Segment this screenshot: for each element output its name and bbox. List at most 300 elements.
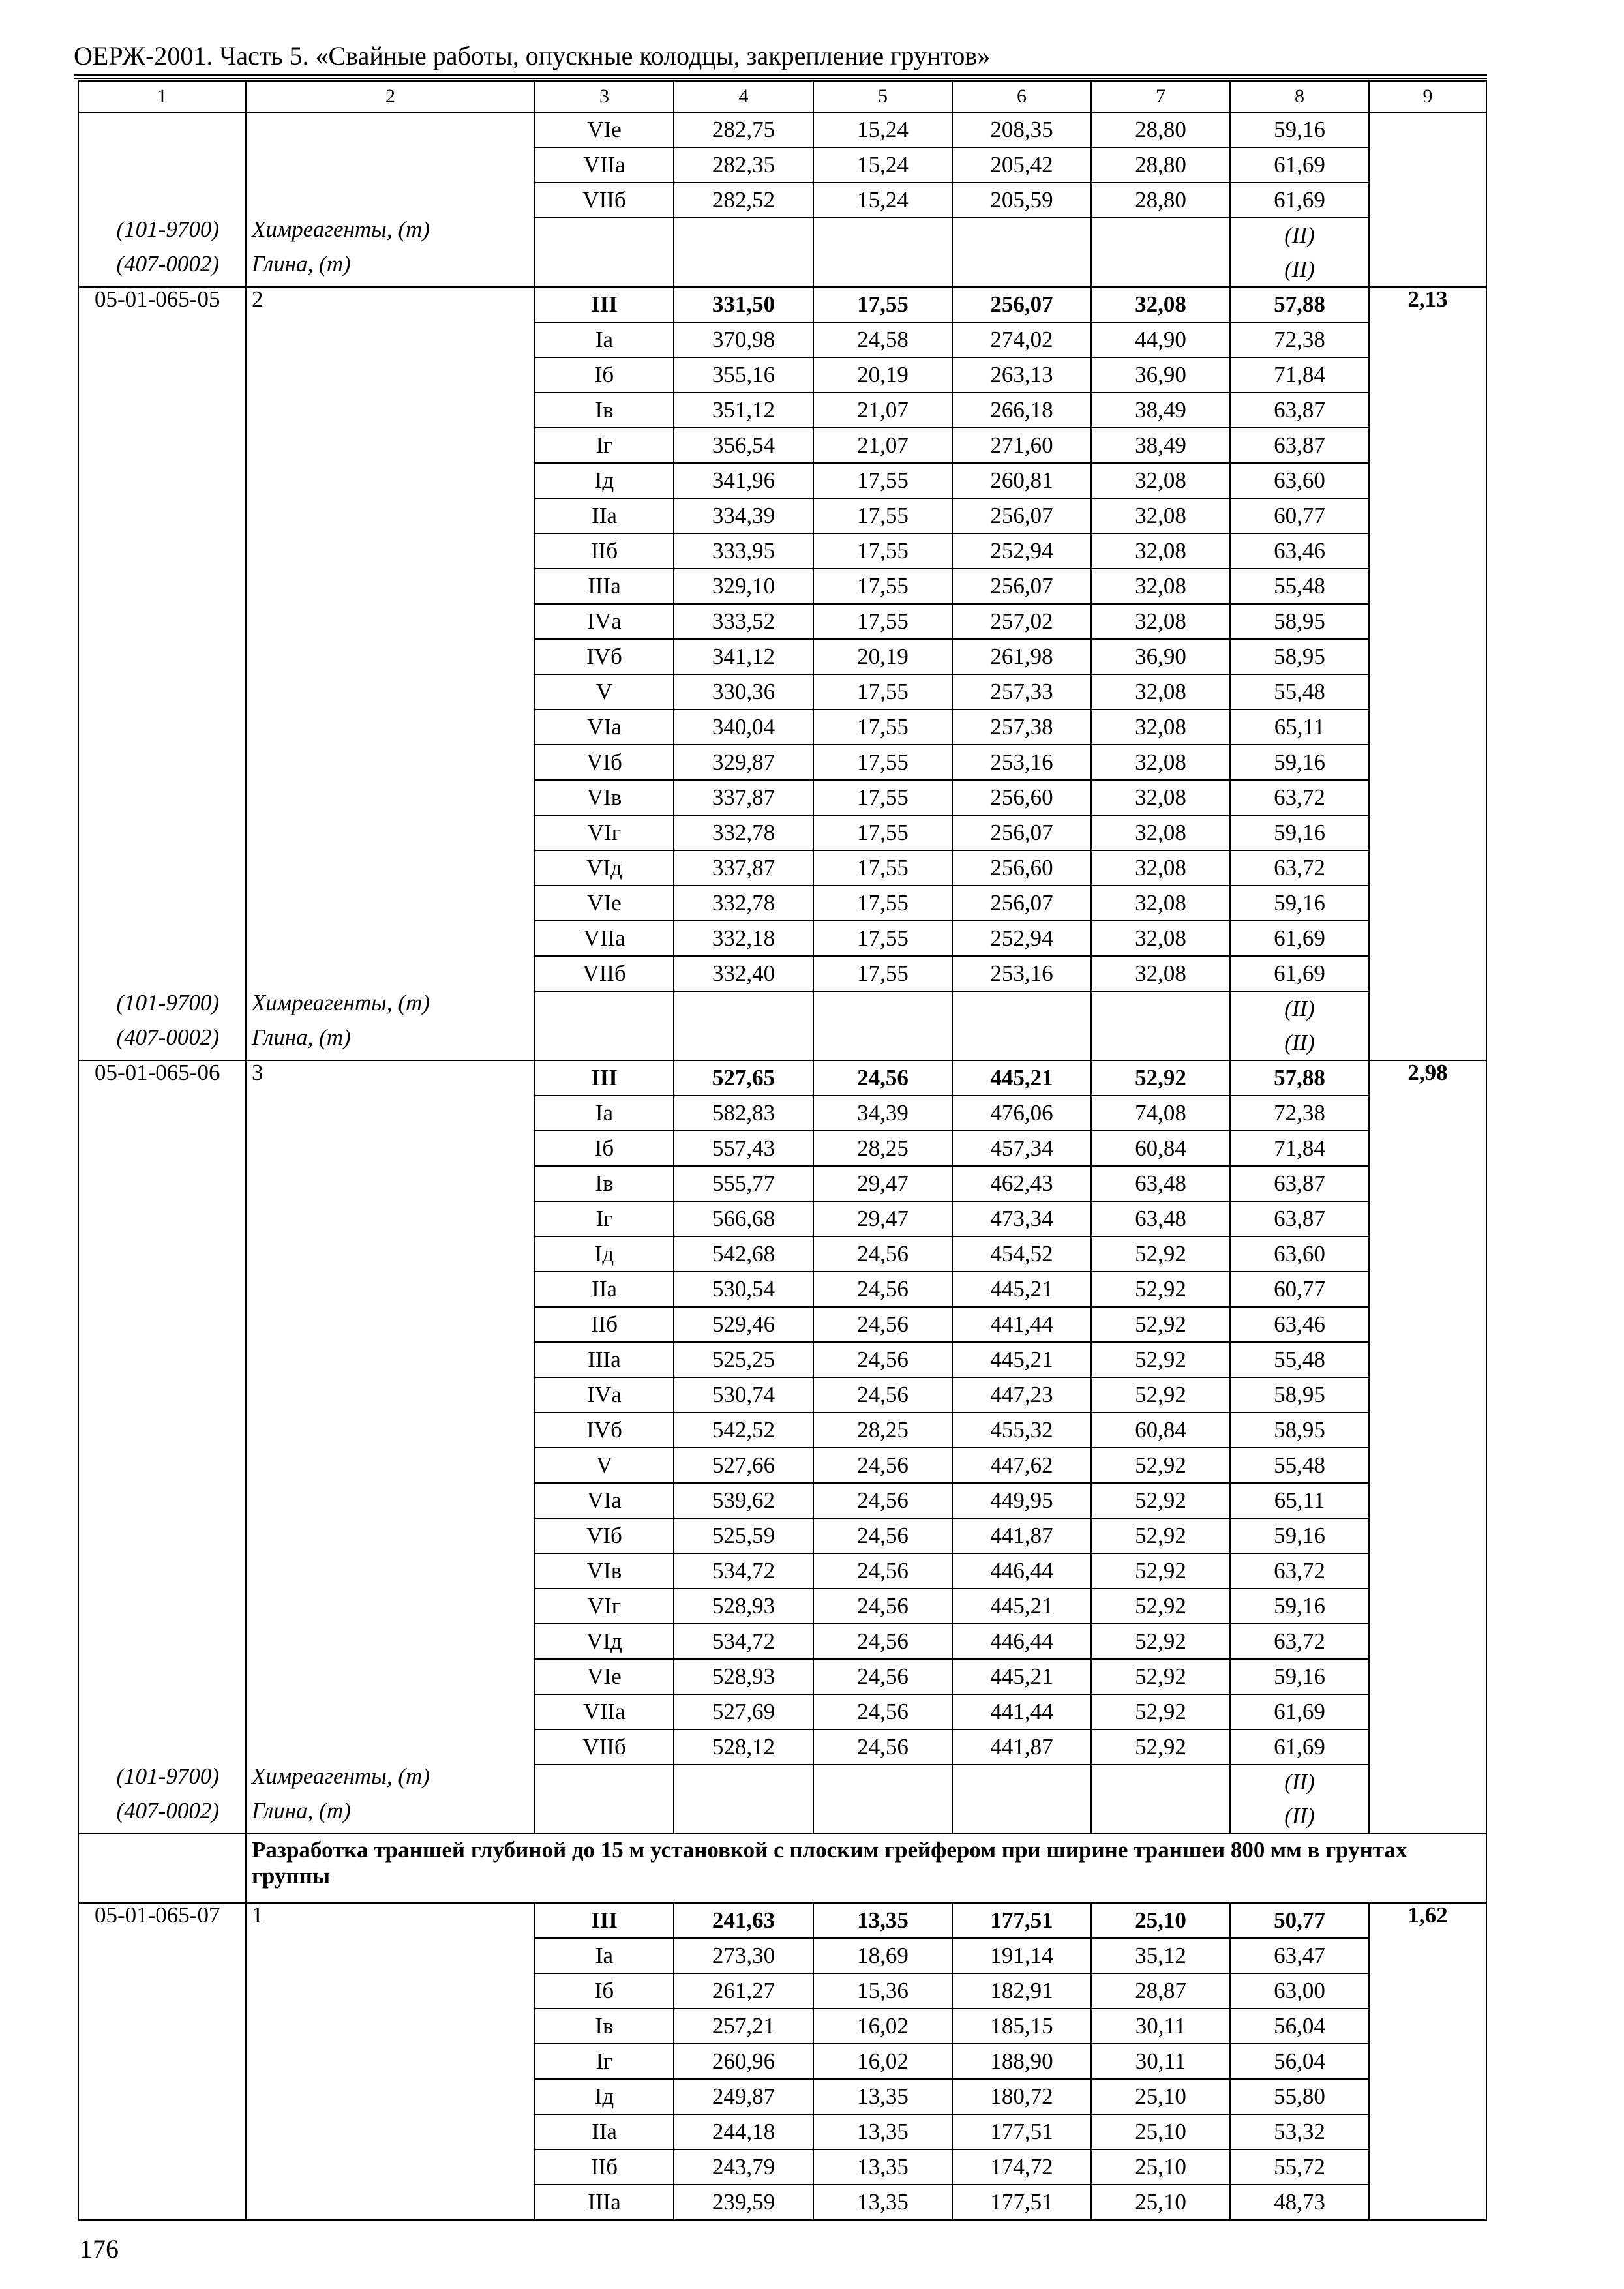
labor-cost [1369,533,1486,569]
blank-cell [1091,1026,1230,1060]
materials-cost: 63,46 [1230,1307,1369,1342]
machine-cost: 266,18 [952,393,1091,428]
blank-cell [674,1765,813,1799]
zone-label: IVб [535,1413,674,1448]
machine-cost: 252,94 [952,921,1091,956]
rate-group-number [246,463,535,498]
total-cost: 282,52 [674,183,813,218]
wages: 15,24 [813,183,952,218]
rate-code [78,357,246,393]
blank-cell [1369,1799,1486,1834]
zone-label: III [535,1060,674,1096]
wages: 17,55 [813,886,952,921]
machine-cost: 473,34 [952,1201,1091,1236]
blank-cell [535,1765,674,1799]
rate-group-number [246,2044,535,2079]
rate-group-number [246,2114,535,2149]
table-row [78,2044,1486,2079]
rate-code [78,2079,246,2114]
labor-cost [1369,1938,1486,1973]
rate-group-number [246,1938,535,1973]
resource-name: Химреагенты, (т) [246,218,535,252]
rate-code [78,2114,246,2149]
materials-cost: 63,87 [1230,428,1369,463]
rate-group-row [78,1060,1486,1096]
rate-code [78,1938,246,1973]
table-row [78,710,1486,745]
zone-label: III [535,287,674,322]
resource-note: (II) [1230,252,1369,287]
labor-cost [1369,2044,1486,2079]
rate-code [78,2149,246,2185]
labor-cost [1369,1729,1486,1765]
table-row [78,674,1486,710]
blank-cell [952,1799,1091,1834]
zone-label: Iб [535,1131,674,1166]
table-row [78,1694,1486,1729]
machinist-wages: 60,84 [1091,1131,1230,1166]
labor-cost [1369,780,1486,815]
column-number: 1 [78,81,246,112]
rate-code [78,498,246,533]
table-row [78,1659,1486,1694]
labor-cost [1369,1694,1486,1729]
total-cost: 333,52 [674,604,813,639]
machine-cost: 446,44 [952,1553,1091,1589]
labor-cost [1369,2114,1486,2149]
total-cost: 341,12 [674,639,813,674]
rate-group-number [246,850,535,886]
blank-cell [952,1026,1091,1060]
machinist-wages: 32,08 [1091,674,1230,710]
table-row [78,2009,1486,2044]
machine-cost: 174,72 [952,2149,1091,2185]
wages: 17,55 [813,463,952,498]
column-number-row [78,81,1486,112]
table-body [78,81,1486,2220]
materials-cost: 71,84 [1230,1131,1369,1166]
labor-cost [1369,1342,1486,1377]
table-row [78,1973,1486,2009]
table-row [78,428,1486,463]
blank-cell [813,218,952,252]
column-number: 5 [813,81,952,112]
column-number: 9 [1369,81,1486,112]
rate-code [78,1307,246,1342]
rate-code [78,1694,246,1729]
rate-group-number: 1 [246,1903,535,1938]
labor-cost [1369,322,1486,357]
labor-cost [1369,815,1486,850]
rate-code [78,1166,246,1201]
price-table [78,80,1487,2221]
materials-cost: 57,88 [1230,287,1369,322]
wages: 21,07 [813,428,952,463]
machinist-wages: 25,10 [1091,2149,1230,2185]
materials-cost: 60,77 [1230,498,1369,533]
zone-label: IVб [535,639,674,674]
machinist-wages: 38,49 [1091,393,1230,428]
blank-cell [813,1765,952,1799]
blank-cell [535,1799,674,1834]
blank-cell [952,252,1091,287]
zone-label: Iа [535,1938,674,1973]
total-cost: 341,96 [674,463,813,498]
blank-cell [1091,1765,1230,1799]
labor-cost [1369,1553,1486,1589]
rate-group-number [246,710,535,745]
rate-group-number [246,1342,535,1377]
machinist-wages: 52,92 [1091,1483,1230,1518]
wages: 24,56 [813,1729,952,1765]
rate-code [78,1729,246,1765]
zone-label: Iв [535,1166,674,1201]
total-cost: 355,16 [674,357,813,393]
zone-label: IIа [535,498,674,533]
machinist-wages: 32,08 [1091,463,1230,498]
machinist-wages: 35,12 [1091,1938,1230,1973]
machinist-wages: 63,48 [1091,1166,1230,1201]
total-cost: 282,35 [674,147,813,183]
machine-cost: 256,60 [952,780,1091,815]
table-row [78,1413,1486,1448]
total-cost: 340,04 [674,710,813,745]
wages: 17,55 [813,604,952,639]
machinist-wages: 52,92 [1091,1272,1230,1307]
table-row [78,639,1486,674]
rate-group-number [246,183,535,218]
machinist-wages: 52,92 [1091,1448,1230,1483]
rate-group-number [246,1659,535,1694]
rate-code [78,1201,246,1236]
table-row [78,2185,1486,2220]
zone-label: VIа [535,710,674,745]
total-cost: 534,72 [674,1624,813,1659]
machine-cost: 441,44 [952,1307,1091,1342]
rate-group-number [246,393,535,428]
machine-cost: 253,16 [952,745,1091,780]
zone-label: Iг [535,2044,674,2079]
blank-cell [1369,252,1486,287]
labor-cost [1369,1413,1486,1448]
rate-group-number [246,1201,535,1236]
wages: 20,19 [813,357,952,393]
resource-note: (II) [1230,218,1369,252]
labor-cost: 1,62 [1369,1903,1486,1938]
machine-cost: 274,02 [952,322,1091,357]
materials-cost: 55,48 [1230,1448,1369,1483]
blank-cell [952,218,1091,252]
total-cost: 244,18 [674,2114,813,2149]
zone-label: VIд [535,1624,674,1659]
table-row [78,533,1486,569]
machine-cost: 256,07 [952,815,1091,850]
rate-code [78,639,246,674]
zone-label: Iд [535,2079,674,2114]
machine-cost: 177,51 [952,1903,1091,1938]
rate-group-number [246,674,535,710]
materials-cost: 59,16 [1230,1659,1369,1694]
rate-code [78,1518,246,1553]
blank-cell [1091,218,1230,252]
table-row [78,463,1486,498]
materials-cost: 60,77 [1230,1272,1369,1307]
materials-cost: 58,95 [1230,604,1369,639]
machinist-wages: 32,08 [1091,533,1230,569]
machinist-wages: 52,92 [1091,1307,1230,1342]
labor-cost [1369,2149,1486,2185]
machinist-wages: 32,08 [1091,745,1230,780]
machinist-wages: 44,90 [1091,322,1230,357]
total-cost: 542,68 [674,1236,813,1272]
zone-label: VIв [535,1553,674,1589]
rate-code [78,1096,246,1131]
machine-cost: 445,21 [952,1589,1091,1624]
machine-cost: 256,07 [952,498,1091,533]
machinist-wages: 52,92 [1091,1729,1230,1765]
machinist-wages: 30,11 [1091,2009,1230,2044]
machinist-wages: 63,48 [1091,1201,1230,1236]
wages: 15,24 [813,112,952,147]
machinist-wages: 32,08 [1091,498,1230,533]
machinist-wages: 28,80 [1091,183,1230,218]
total-cost: 528,93 [674,1589,813,1624]
total-cost: 530,74 [674,1377,813,1413]
machine-cost: 449,95 [952,1483,1091,1518]
table-row [78,850,1486,886]
machinist-wages: 32,08 [1091,815,1230,850]
machine-cost: 446,44 [952,1624,1091,1659]
materials-cost: 61,69 [1230,1694,1369,1729]
machinist-wages: 28,80 [1091,112,1230,147]
resource-code: (101-9700) [78,1765,246,1799]
zone-label: Iа [535,322,674,357]
machine-cost: 260,81 [952,463,1091,498]
machinist-wages: 60,84 [1091,1413,1230,1448]
wages: 24,56 [813,1483,952,1518]
table-row [78,1272,1486,1307]
labor-cost [1369,569,1486,604]
wages: 29,47 [813,1201,952,1236]
rate-code [78,815,246,850]
zone-label: III [535,1903,674,1938]
blank-cell [674,218,813,252]
column-number: 6 [952,81,1091,112]
rate-group-row [78,1903,1486,1938]
page-header: ОЕРЖ-2001. Часть 5. «Свайные работы, опускные колодцы, закрепление грунтов» [74,41,991,70]
table-row [78,1377,1486,1413]
labor-cost [1369,2079,1486,2114]
materials-cost: 63,72 [1230,1553,1369,1589]
machine-cost: 205,59 [952,183,1091,218]
rate-group-number [246,1307,535,1342]
machine-cost: 445,21 [952,1342,1091,1377]
table-row [78,2079,1486,2114]
labor-cost [1369,1307,1486,1342]
rate-group-number [246,604,535,639]
rate-code [78,1448,246,1483]
machinist-wages: 38,49 [1091,428,1230,463]
materials-cost: 63,47 [1230,1938,1369,1973]
materials-cost: 59,16 [1230,886,1369,921]
rate-group-number [246,1553,535,1589]
table-row [78,1166,1486,1201]
section-heading-text: Разработка траншей глубиной до 15 м установкой с плоским грейфером при ширине траншеи 800 мм в грунтах группы [246,1834,1486,1903]
rate-group-number [246,1272,535,1307]
materials-cost: 53,32 [1230,2114,1369,2149]
resource-row [78,1026,1486,1060]
machine-cost: 208,35 [952,112,1091,147]
materials-cost: 55,80 [1230,2079,1369,2114]
machinist-wages: 32,08 [1091,569,1230,604]
total-cost: 243,79 [674,2149,813,2185]
materials-cost: 63,72 [1230,850,1369,886]
zone-label: VIд [535,850,674,886]
rate-code [78,112,246,147]
table-row [78,1201,1486,1236]
materials-cost: 63,87 [1230,1166,1369,1201]
blank-cell [1369,1026,1486,1060]
blank-cell [535,218,674,252]
materials-cost: 63,60 [1230,463,1369,498]
wages: 13,35 [813,2079,952,2114]
zone-label: IIа [535,1272,674,1307]
rate-code [78,2009,246,2044]
zone-label: VIе [535,1659,674,1694]
table-row [78,147,1486,183]
wages: 13,35 [813,1903,952,1938]
column-number: 7 [1091,81,1230,112]
machinist-wages: 25,10 [1091,2185,1230,2220]
machine-cost: 253,16 [952,956,1091,991]
labor-cost [1369,112,1486,147]
total-cost: 337,87 [674,850,813,886]
rate-group-number [246,1624,535,1659]
table-row [78,815,1486,850]
wages: 24,56 [813,1377,952,1413]
rate-group-number [246,112,535,147]
table-row [78,956,1486,991]
labor-cost [1369,1659,1486,1694]
wages: 28,25 [813,1413,952,1448]
wages: 18,69 [813,1938,952,1973]
total-cost: 239,59 [674,2185,813,2220]
resource-note: (II) [1230,1026,1369,1060]
labor-cost [1369,2009,1486,2044]
table-row [78,112,1486,147]
labor-cost: 2,13 [1369,287,1486,322]
materials-cost: 71,84 [1230,357,1369,393]
labor-cost [1369,956,1486,991]
materials-cost: 59,16 [1230,1589,1369,1624]
labor-cost [1369,1201,1486,1236]
zone-label: V [535,674,674,710]
resource-row [78,218,1486,252]
total-cost: 534,72 [674,1553,813,1589]
machine-cost: 257,02 [952,604,1091,639]
materials-cost: 72,38 [1230,322,1369,357]
column-number: 8 [1230,81,1369,112]
zone-label: VIе [535,886,674,921]
total-cost: 332,78 [674,886,813,921]
wages: 20,19 [813,639,952,674]
rate-group-number [246,815,535,850]
zone-label: Iг [535,1201,674,1236]
machine-cost: 256,07 [952,569,1091,604]
machinist-wages: 25,10 [1091,2079,1230,2114]
rate-group-number [246,428,535,463]
labor-cost [1369,393,1486,428]
total-cost: 337,87 [674,780,813,815]
blank-cell [674,1026,813,1060]
wages: 24,56 [813,1272,952,1307]
total-cost: 542,52 [674,1413,813,1448]
rate-code [78,1272,246,1307]
machine-cost: 457,34 [952,1131,1091,1166]
zone-label: VIIа [535,147,674,183]
materials-cost: 59,16 [1230,1518,1369,1553]
machinist-wages: 32,08 [1091,710,1230,745]
zone-label: VIIб [535,183,674,218]
machine-cost: 177,51 [952,2114,1091,2149]
machinist-wages: 32,08 [1091,604,1230,639]
total-cost: 525,25 [674,1342,813,1377]
wages: 17,55 [813,674,952,710]
rate-group-number [246,2149,535,2185]
machine-cost: 441,87 [952,1518,1091,1553]
wages: 34,39 [813,1096,952,1131]
rate-code: 05-01-065-06 [78,1060,246,1096]
total-cost: 329,10 [674,569,813,604]
rate-group-number [246,147,535,183]
total-cost: 249,87 [674,2079,813,2114]
rate-code [78,2044,246,2079]
table-row [78,1131,1486,1166]
materials-cost: 63,60 [1230,1236,1369,1272]
labor-cost [1369,1166,1486,1201]
machine-cost: 180,72 [952,2079,1091,2114]
rate-code [78,780,246,815]
rate-group-number [246,1448,535,1483]
total-cost: 333,95 [674,533,813,569]
wages: 28,25 [813,1131,952,1166]
rate-group-number [246,1413,535,1448]
rate-group-number: 3 [246,1060,535,1096]
machinist-wages: 52,92 [1091,1342,1230,1377]
rate-group-number [246,1236,535,1272]
rate-code [78,1624,246,1659]
table-row [78,1553,1486,1589]
rate-code [78,569,246,604]
blank-cell [1091,1799,1230,1834]
machine-cost: 445,21 [952,1272,1091,1307]
table-row [78,1589,1486,1624]
labor-cost [1369,147,1486,183]
total-cost: 331,50 [674,287,813,322]
zone-label: VIг [535,1589,674,1624]
table-row [78,1342,1486,1377]
wages: 24,56 [813,1060,952,1096]
materials-cost: 63,72 [1230,1624,1369,1659]
machine-cost: 476,06 [952,1096,1091,1131]
zone-label: Iб [535,1973,674,2009]
machine-cost: 441,44 [952,1694,1091,1729]
rate-code [78,1413,246,1448]
materials-cost: 56,04 [1230,2009,1369,2044]
rate-code [78,921,246,956]
table-row [78,1236,1486,1272]
zone-label: Iв [535,393,674,428]
